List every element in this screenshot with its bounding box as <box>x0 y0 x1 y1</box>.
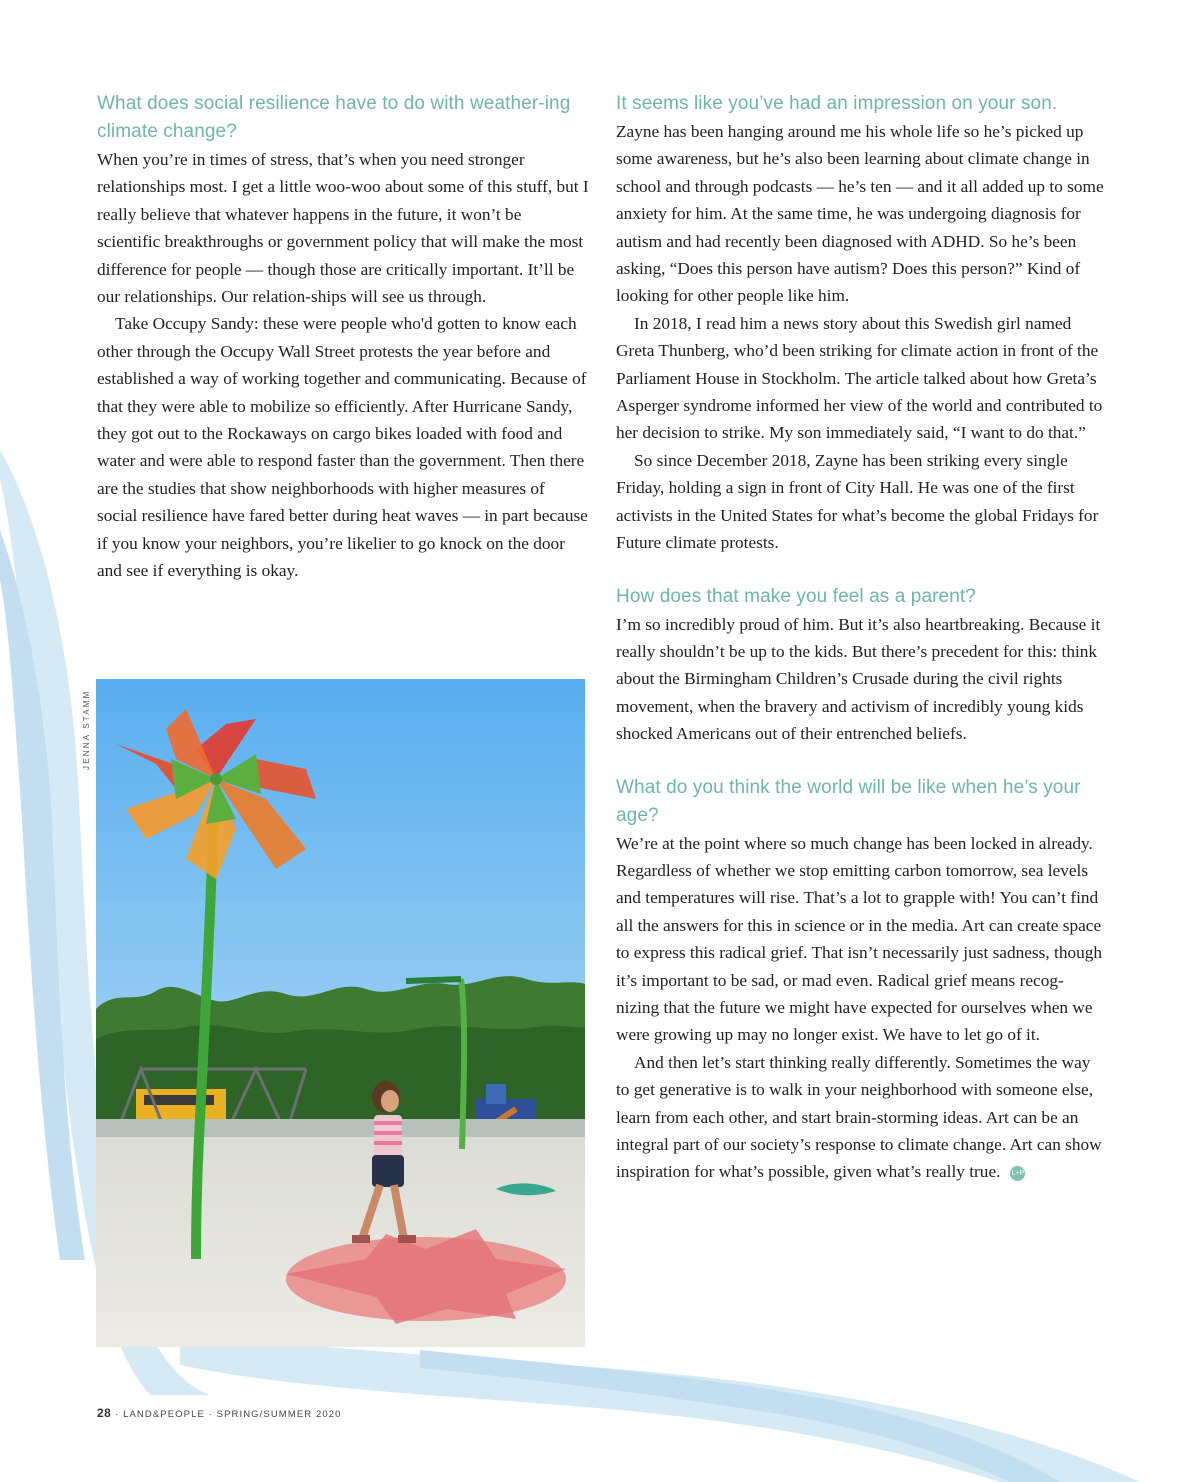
answer-paragraph-final <box>616 1049 1106 1186</box>
question-feel-as-parent: How does that make you feel as a parent? <box>616 585 976 607</box>
page-number: 28 <box>97 1406 112 1420</box>
end-mark-icon: L+P <box>1010 1166 1025 1181</box>
answer-paragraph: When you’re in times of stress, that’s when you need stronger relationships most. I get a little woo-woo about some of this stuff, but I really believe that whatever happens in the future, it won’t be scientific breakthroughs or government policy that will make the most difference for people — though those are critically important. It’ll be our relationships. Our relation-ships will see us through. <box>97 150 589 307</box>
answer-paragraph: Take Occupy Sandy: these were people who'd gotten to know each other through the Occupy Wall Street protests the year before and established a way of working together and communicating. Because of that they were able to mobilize so efficiently. After Hurricane Sandy, they got out to the Rockaways on cargo bikes loaded with food and water and were able to respond faster than the government. Then there are the studies that show neighborhoods with higher measures of social resilience have fared better during heat waves — in part because if you know your neighbors, you’re likelier to go knock on the door and see if everything is okay. <box>97 314 588 581</box>
left-column <box>97 90 589 585</box>
question-social-resilience: What does social resilience have to do with weather-ing climate change? <box>97 93 571 142</box>
publication-info: · LAND&PEOPLE · SPRING/SUMMER 2020 <box>115 1409 342 1420</box>
page-footer <box>97 1406 342 1420</box>
answer-paragraph: So since December 2018, Zayne has been striking every single Friday, holding a sign in front of City Hall. He was one of the first activists in the United States for what’s become the global Fridays for Future climate protests. <box>616 450 1099 553</box>
photo-credit: JENNA STAMM <box>82 689 91 770</box>
answer-paragraph: We’re at the point where so much change has been locked in already. Regardless of whether we stop emitting carbon tomorrow, sea levels and temperatures will rise. That’s a lot to grapple with! You can’t find all the answers for this in science or in the media. Art can create space to express this radical grief. That isn’t necessarily just sadness, though it’s important to be sad, or mad even. Radical grief means recog-nizing that the future we might have expected for ourselves when we were growing up may no longer exist. We have to let go of it. <box>616 833 1103 1045</box>
right-column <box>616 90 1106 1186</box>
answer-paragraph: In 2018, I read him a news story about this Swedish girl named Greta Thunberg, who’d been striking for climate action in front of the Parliament House in Stockholm. The article talked about how Greta’s Asperger syndrome informed her view of the world and contributed to her decision to strike. My son immediately said, “I want to do that.” <box>616 313 1103 443</box>
answer-text: And then let’s start thinking really differently. Sometimes the way to get generative is to walk in your neighborhood with someone else, learn from each other, and start brain-storming ideas. Art can be an integral part of our society’s response to climate change. Art can show inspiration for what’s possible, given what’s really true. <box>616 1052 1102 1182</box>
answer-paragraph: Zayne has been hanging around me his whole life so he’s picked up some awareness, but he’s also been learning about climate change in school and through podcasts — he’s ten — and it all added up to some anxiety for him. At the same time, he was undergoing diagnosis for autism and had recently been diagnosed with ADHD. So he’s been asking, “Does this person have autism? Does this person?” Kind of looking for other people like him. <box>616 122 1104 306</box>
answer-paragraph: I’m so incredibly proud of him. But it’s also heartbreaking. Because it really shouldn’t be up to the kids. But there’s precedent for this: think about the Birmingham Children’s Crusade during the civil rights movement, when the bravery and activism of incredibly young kids shocked Americans out of their entrenched beliefs. <box>616 614 1101 744</box>
question-world-future: What do you think the world will be like when he’s your age? <box>616 776 1081 826</box>
playground-flower-sculpture-photo <box>96 679 585 1347</box>
question-impression-on-son: It seems like you’ve had an impression on your son. <box>616 93 1058 114</box>
